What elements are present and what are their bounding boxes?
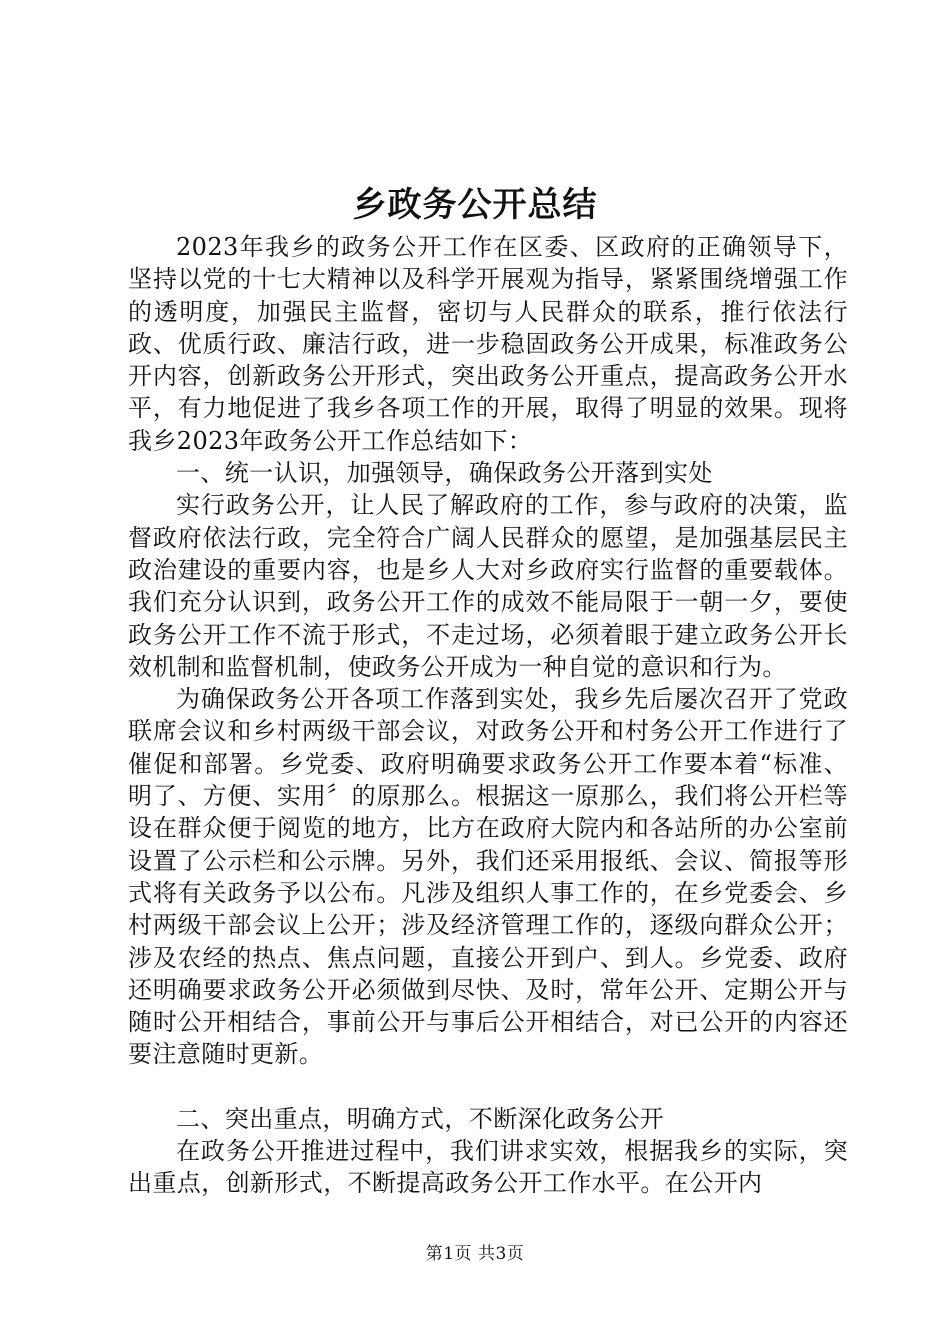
section-heading-2: 二、突出重点，明确方式，不断深化政务公开 (176, 1104, 664, 1133)
paragraph-section1-a: 实行政务公开，让人民了解政府的工作，参与政府的决策，监督政府依法行政，完全符合广阔人民群众的愿望，是加强基层民主政治建设的重要内容，也是乡人大对乡政府实行监督的重要载体。我们充分认识到，政务公开工作的成效不能局限于一朝一夕，要使政务公开工作不流于形式，不走过场，必须着眼于建立政务公开长效机制和监督机制，使政务公开成为一种自觉的意识和行为。 (128, 491, 848, 681)
paragraph-gap (128, 1071, 848, 1103)
paragraph-intro: 2023年我乡的政务公开工作在区委、区政府的正确领导下，坚持以党的十七大精神以及科学开展观为指导，紧紧围绕增强工作的透明度，加强民主监督，密切与人民群众的联系，推行依法行政、优质行政、廉洁行政，进一步稳固政务公开成果，标准政务公开内容，创新政务公开形式，突出政务公开重点，提高政务公开水平，有力地促进了我乡各项工作的开展，取得了明显的效果。现将我乡2023年政务公开工作总结如下： (128, 233, 848, 455)
paragraph-section1-b: 为确保政务公开各项工作落到实处，我乡先后屡次召开了党政联席会议和乡村两级干部会议，对政务公开和村务公开工作进行了催促和部署。乡党委、政府明确要求政务公开工作要本着“标准、明了、方便、实用〞的原那么。根据这一原那么，我们将公开栏等设在群众便于阅览的地方，比方在政府大院内和各站所的办公室前设置了公示栏和公示牌。另外，我们还采用报纸、会议、简报等形式将有关政务予以公布。凡涉及组织人事工作的，在乡党委会、乡村两级干部会议上公开；涉及经济管理工作的，逐级向群众公开；涉及农经的热点、焦点问题，直接公开到户、到人。乡党委、政府还明确要求政务公开必须做到尽快、及时，常年公开、定期公开与随时公开相结合，事前公开与事后公开相结合，对已公开的内容还要注意随时更新。 (128, 685, 848, 1069)
page-number-footer: 第1页 共3页 (425, 1244, 525, 1264)
document-title: 乡政务公开总结 (352, 185, 598, 225)
section-heading-1: 一、统一认识，加强领导，确保政务公开落到实处 (176, 459, 713, 488)
document-body (128, 231, 848, 1200)
paragraph-section2-a: 在政务公开推进过程中，我们讲求实效，根据我乡的实际，突出重点，创新形式，不断提高政务公开工作水平。在公开内 (128, 1137, 848, 1198)
